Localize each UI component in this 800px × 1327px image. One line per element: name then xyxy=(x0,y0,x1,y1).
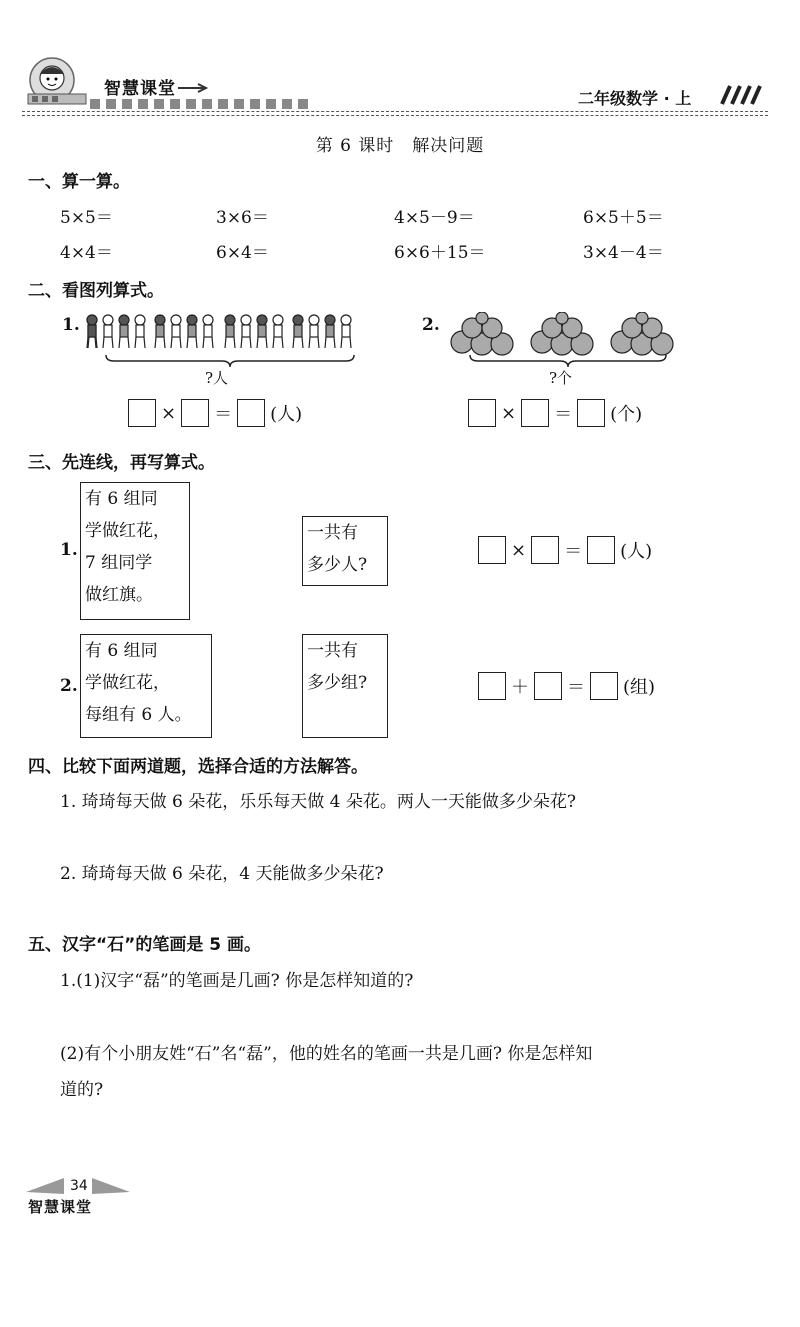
lesson-title: 第 6 课时 解决问题 xyxy=(315,136,485,156)
multiply-sign: × xyxy=(501,402,517,424)
condition-line: 7 组同学 xyxy=(85,553,153,573)
word-problem-continued: 道的? xyxy=(60,1080,104,1100)
answer-box[interactable] xyxy=(521,399,549,427)
unit-label: (个) xyxy=(610,404,643,425)
condition-line: 每组有 6 人。 xyxy=(85,705,192,725)
header-brand: 智慧课堂 xyxy=(104,79,176,99)
unit-label: (人) xyxy=(270,404,303,425)
header-decoration-squares xyxy=(90,99,308,109)
answer-box[interactable] xyxy=(587,536,615,564)
answer-box[interactable] xyxy=(181,399,209,427)
answer-box[interactable] xyxy=(478,672,506,700)
answer-equation-row xyxy=(128,399,302,427)
equation: 6×6＋15＝ xyxy=(394,243,486,263)
equals-sign: ＝ xyxy=(214,404,233,425)
section1-title: 一、算一算。 xyxy=(28,172,130,192)
item-number: 2. xyxy=(60,676,78,696)
word-problem: 1.(1)汉字“磊”的笔画是几画? 你是怎样知道的? xyxy=(60,971,414,991)
equals-sign: ＝ xyxy=(554,404,573,425)
plus-sign: ＋ xyxy=(511,677,529,698)
equation: 6×5＋5＝ xyxy=(583,208,664,228)
equation: 4×5－9＝ xyxy=(394,208,475,228)
unit-label: (组) xyxy=(623,677,656,698)
brace-icon xyxy=(104,353,356,373)
item-number: 1. xyxy=(62,315,80,335)
equation: 3×4－4＝ xyxy=(583,243,664,263)
equation: 3×6＝ xyxy=(216,208,269,228)
answer-box[interactable] xyxy=(590,672,618,700)
item-number: 2. xyxy=(422,315,440,335)
word-problem: 2. 琦琦每天做 6 朵花，4 天能做多少朵花? xyxy=(60,864,384,884)
equation: 4×4＝ xyxy=(60,243,113,263)
page-number: 34 xyxy=(70,1178,88,1194)
question-line: 多少人? xyxy=(307,555,368,575)
question-line: 一共有 xyxy=(307,523,358,543)
arrow-icon xyxy=(178,78,210,97)
section3-title: 三、先连线，再写算式。 xyxy=(28,453,215,473)
answer-box[interactable] xyxy=(478,536,506,564)
answer-equation-row xyxy=(478,536,652,564)
equation: 6×4＝ xyxy=(216,243,269,263)
header-rule xyxy=(22,115,768,116)
word-problem: (2)有个小朋友姓“石”名“磊”，他的姓名的笔画一共是几画? 你是怎样知 xyxy=(60,1044,593,1064)
equals-sign: ＝ xyxy=(567,677,585,698)
condition-box[interactable] xyxy=(80,634,212,738)
answer-equation-row xyxy=(478,672,655,700)
question-line: 一共有 xyxy=(307,641,358,661)
header-rule xyxy=(22,111,768,112)
condition-box[interactable] xyxy=(80,482,190,620)
multiply-sign: × xyxy=(511,539,527,561)
header-slash-decoration xyxy=(716,84,766,110)
answer-box[interactable] xyxy=(128,399,156,427)
equals-sign: ＝ xyxy=(564,541,583,562)
footer-brand: 智慧课堂 xyxy=(28,1198,93,1216)
answer-box[interactable] xyxy=(237,399,265,427)
multiply-sign: × xyxy=(161,402,177,424)
answer-box[interactable] xyxy=(531,536,559,564)
question-line: 多少组? xyxy=(307,673,368,693)
section4-title: 四、比较下面两道题，选择合适的方法解答。 xyxy=(28,757,368,777)
answer-box[interactable] xyxy=(534,672,562,700)
question-box[interactable] xyxy=(302,634,388,738)
question-label: ?个 xyxy=(549,369,573,387)
unit-label: (人) xyxy=(620,541,653,562)
section5-title: 五、汉字“石”的笔画是 5 画。 xyxy=(28,935,262,955)
section2-title: 二、看图列算式。 xyxy=(28,281,164,301)
answer-box[interactable] xyxy=(468,399,496,427)
question-box[interactable] xyxy=(302,516,388,586)
condition-line: 有 6 组同 xyxy=(85,641,158,661)
answer-equation-row xyxy=(468,399,642,427)
condition-line: 做红旗。 xyxy=(85,585,153,605)
condition-line: 有 6 组同 xyxy=(85,489,158,509)
word-problem: 1. 琦琦每天做 6 朵花，乐乐每天做 4 朵花。两人一天能做多少朵花? xyxy=(60,792,576,812)
question-label: ?人 xyxy=(205,369,229,387)
answer-box[interactable] xyxy=(577,399,605,427)
equation: 5×5＝ xyxy=(60,208,113,228)
item-number: 1. xyxy=(60,540,78,560)
header-logo-illustration xyxy=(22,52,92,112)
header-grade: 二年级数学 · 上 xyxy=(578,89,692,108)
condition-line: 学做红花， xyxy=(85,673,170,693)
condition-line: 学做红花， xyxy=(85,521,170,541)
